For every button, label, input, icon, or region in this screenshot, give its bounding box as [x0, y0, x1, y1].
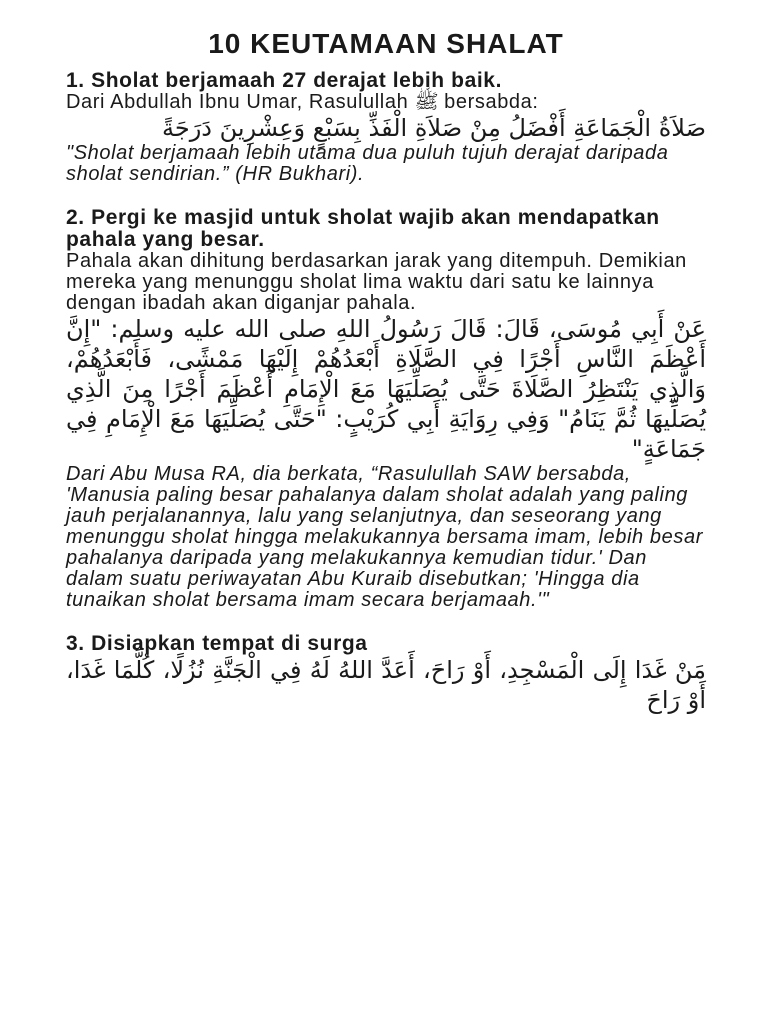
section-2-arabic-text: عَنْ أَبِي مُوسَى، قَالَ: قَالَ رَسُولُ اللهِ صلى الله عليه وسلم: "إِنَّ أَعْظَمَ النَّاسِ أَجْرًا فِي الصَّلَاةِ أَبْعَدُهُمْ إِلَيْهَا مَمْشًى، فَأَبْعَدُهُمْ، وَالَّذِي يَنْتَظِرُ الصَّلَاةَ حَتَّى يُصَلِّيَهَا مَعَ الْإِمَامِ أَعْظَمَ أَجْرًا مِنَ الَّذِي يُصَلِّيهَا ثُمَّ يَنَامُ" وَفِي رِوَايَةِ أَبِي كُرَيْبٍ: "حَتَّى يُصَلِّيَهَا مَعَ الْإِمَامِ فِي جَمَاعَةٍ" [66, 315, 706, 463]
section-1-translation: "Sholat berjamaah lebih utama dua puluh tujuh derajat daripada sholat sendirian.” (HR Bukhari). [66, 142, 669, 185]
section-2-translation: Dari Abu Musa RA, dia berkata, “Rasulullah SAW bersabda, 'Manusia paling besar pahalanya dalam sholat adalah yang paling jauh perjalanannya, lalu yang selanjutnya, dan seseorang yang menunggu sholat hingga melakukannya bersama imam, lebih besar pahalanya daripada yang melakukannya kemudian tidur.' Dan dalam suatu periwayatan Abu Kuraib disebutkan; 'Hingga dia tunaikan sholat bersama imam secara berjamaah.'" [66, 463, 703, 611]
section-3-heading: 3. Disiapkan tempat di surga [66, 632, 368, 655]
page-title: 10 KEUTAMAAN SHALAT [208, 28, 564, 59]
section-2-heading: 2. Pergi ke masjid untuk sholat wajib akan mendapatkan pahala yang besar. [66, 206, 660, 251]
section-1-arabic-text: صَلاَةُ الْجَمَاعَةِ أَفْضَلُ مِنْ صَلاَةِ الْفَذِّ بِسَبْعٍ وَعِشْرِينَ دَرَجَةً [162, 114, 706, 142]
section-3 [66, 633, 706, 715]
section-3-arabic-text: مَنْ غَدَا إِلَى الْمَسْجِدِ، أَوْ رَاحَ، أَعَدَّ اللهُ لَهُ فِي الْجَنَّةِ نُزُلًا، كُلَّمَا غَدَا، أَوْ رَاحَ [66, 656, 706, 714]
section-2-body: Pahala akan dihitung berdasarkan jarak yang ditempuh. Demikian mereka yang menunggu sholat lima waktu dari satu ke lainnya dengan ibadah akan diganjar pahala. [66, 250, 687, 314]
section-1 [66, 70, 706, 185]
section-1-body: Dari Abdullah Ibnu Umar, Rasulullah ﷺ bersabda: [66, 91, 539, 113]
section-2 [66, 207, 706, 611]
section-1-heading: 1. Sholat berjamaah 27 derajat lebih baik. [66, 69, 503, 92]
